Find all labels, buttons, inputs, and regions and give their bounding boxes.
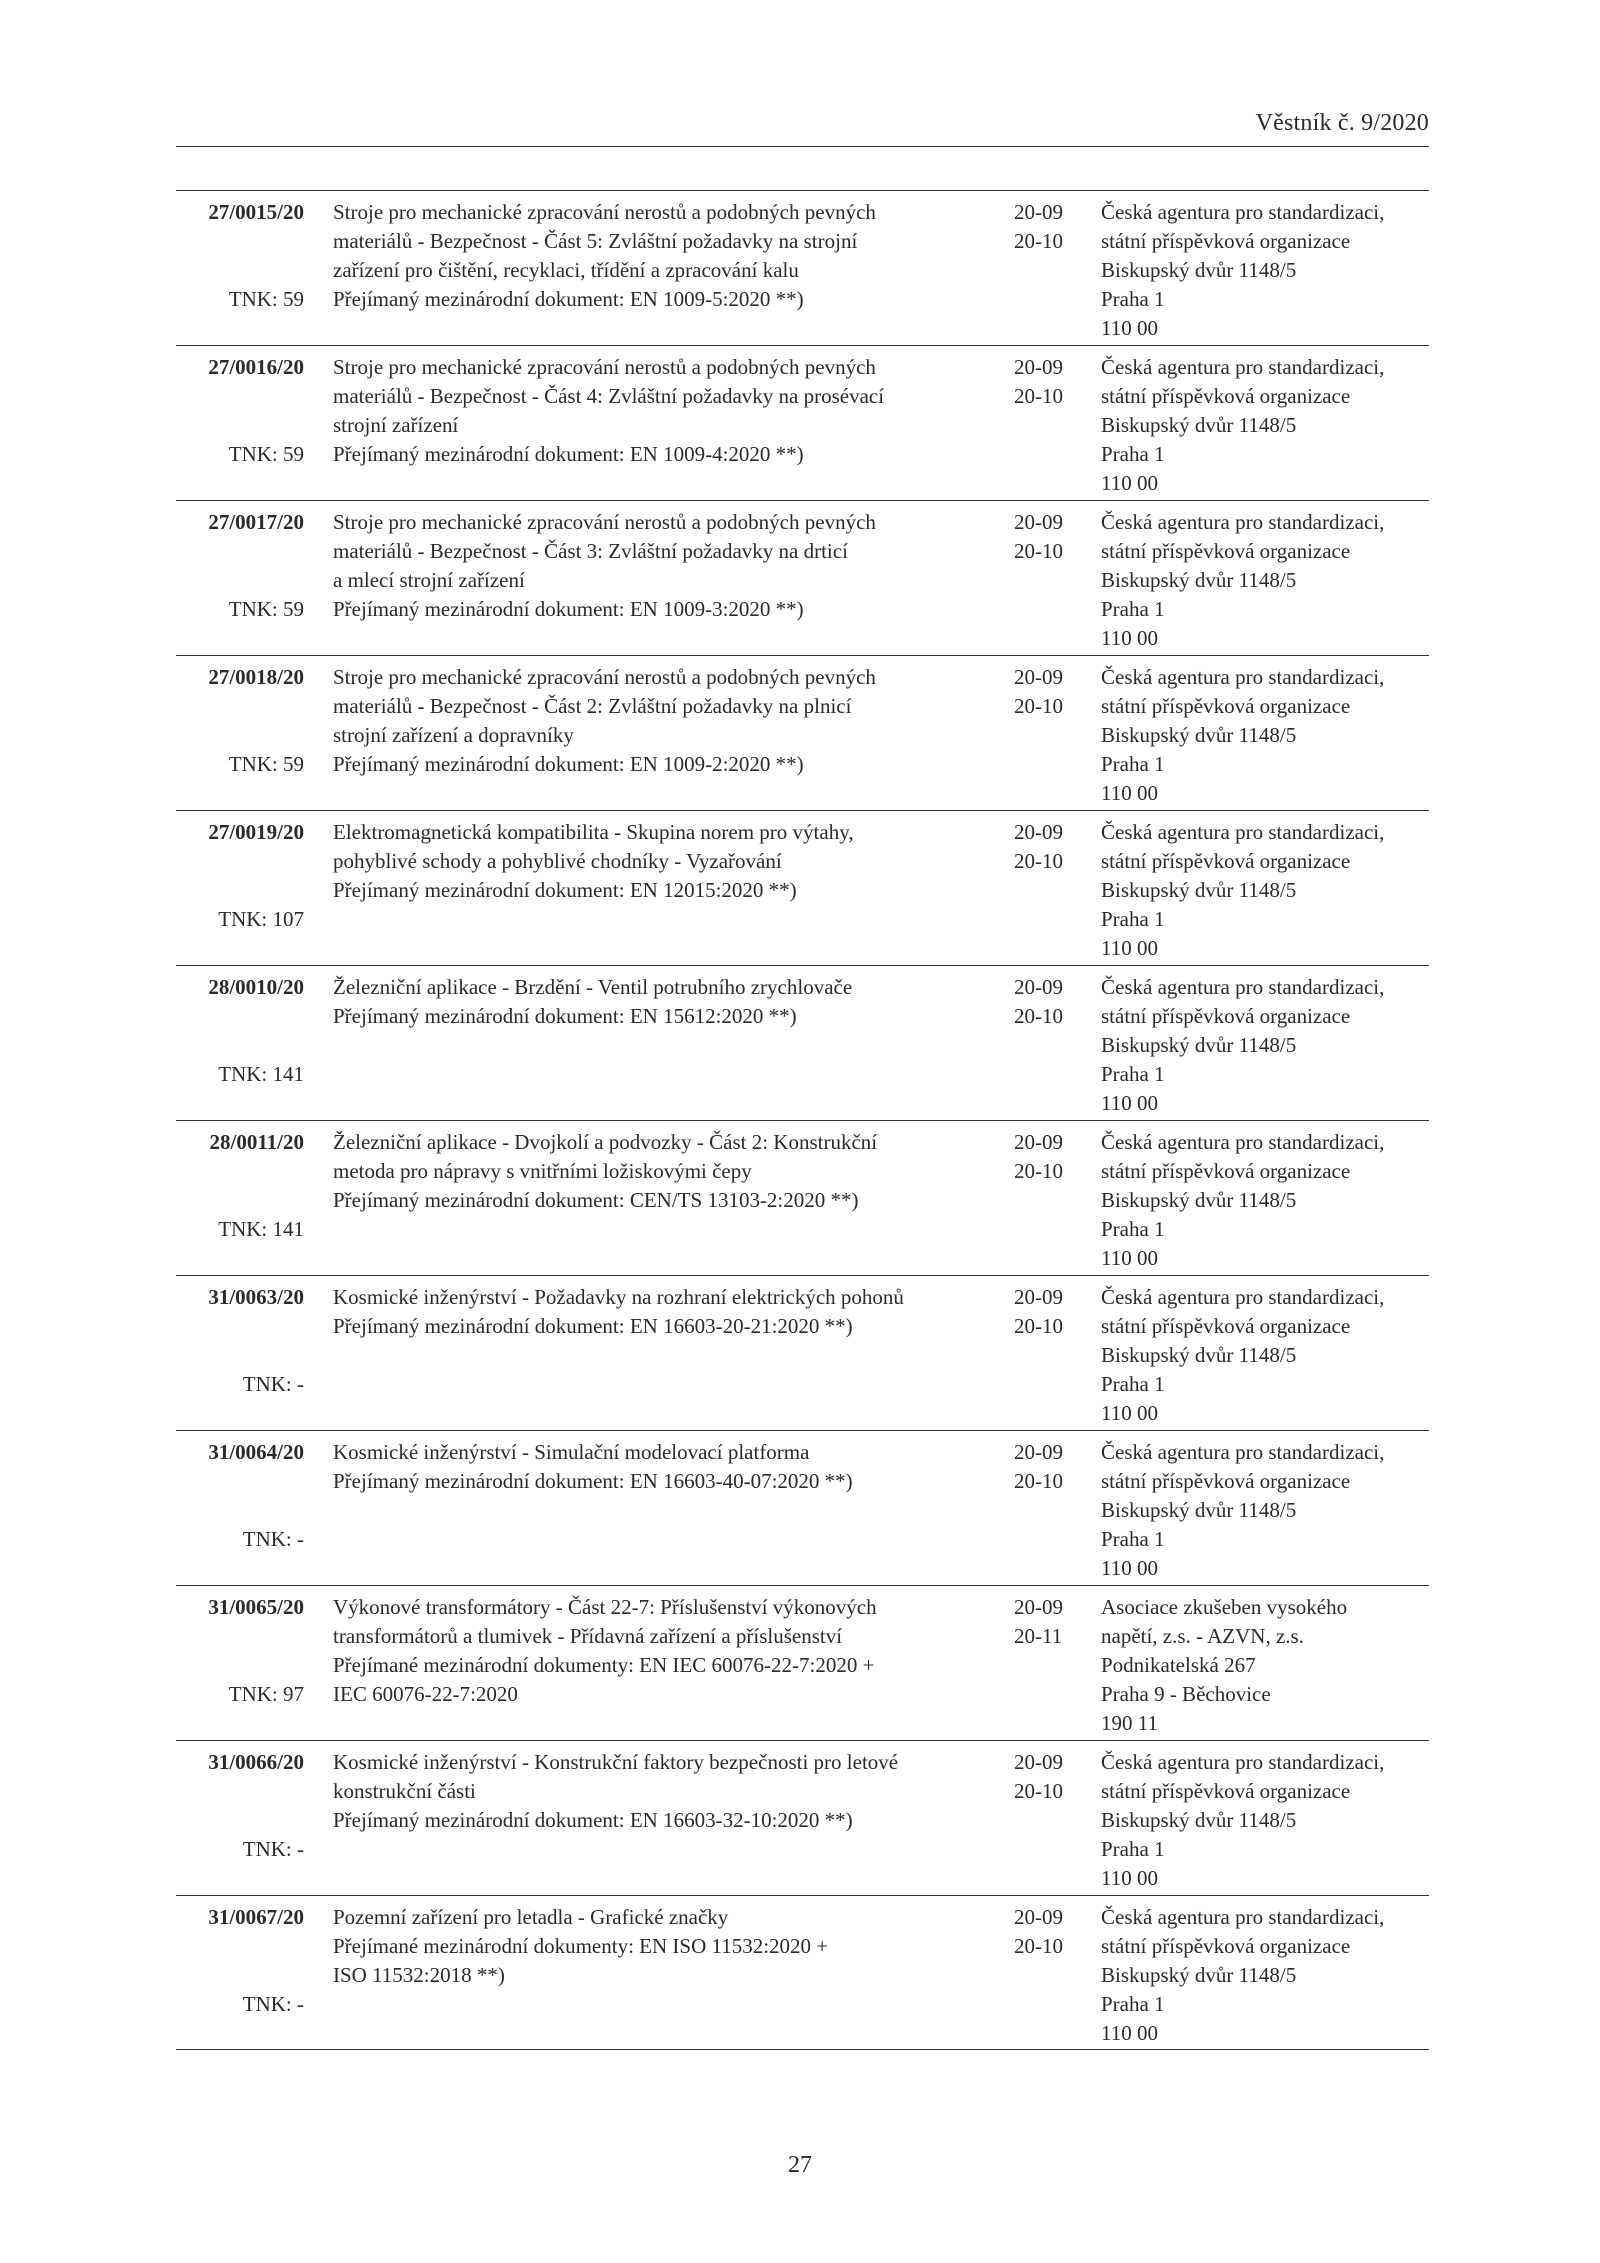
entry-title-line: zařízení pro čištění, recyklaci, třídění a zpracování kalu [333, 258, 799, 282]
entry-title-line: Přejímané mezinárodní dokumenty: EN IEC 60076-22-7:2020 + [333, 1653, 875, 1677]
entry-title-line: strojní zařízení a dopravníky [333, 723, 574, 747]
entry-organization-line: 110 00 [1101, 1866, 1158, 1890]
entry-organization-line: Česká agentura pro standardizaci, [1101, 510, 1385, 534]
entry-title-line: Stroje pro mechanické zpracování nerostů a podobných pevných [333, 355, 876, 379]
entry-number: 27/0015/20 [208, 200, 304, 224]
entry-dates [1014, 198, 1094, 256]
entry-organization-line: 110 00 [1101, 1556, 1158, 1580]
entry-date: 20-10 [1014, 384, 1063, 408]
entry-title-line: Železniční aplikace - Dvojkolí a podvozky - Část 2: Konstrukční [333, 1130, 878, 1154]
entry-organization-line: Praha 1 [1101, 442, 1165, 466]
entry-dates [1014, 818, 1094, 876]
entry-title-line: Přejímané mezinárodní dokumenty: EN ISO 11532:2020 + [333, 1934, 829, 1958]
entry-organization-line: 110 00 [1101, 1091, 1158, 1115]
entry-date: 20-09 [1014, 355, 1063, 379]
entry-title-line: IEC 60076-22-7:2020 [333, 1682, 518, 1706]
entry-organization [1101, 1903, 1431, 2048]
entry-title-line: materiálů - Bezpečnost - Část 3: Zvláštní požadavky na drticí [333, 539, 848, 563]
entry-organization-line: Biskupský dvůr 1148/5 [1101, 1498, 1297, 1522]
entry-number: 31/0064/20 [208, 1440, 304, 1464]
entry-title-line: Přejímaný mezinárodní dokument: EN 12015:2020 **) [333, 878, 797, 902]
entry-date: 20-09 [1014, 1905, 1063, 1929]
entry-date: 20-09 [1014, 1440, 1063, 1464]
entry-dates [1014, 1128, 1094, 1186]
standard-entry [176, 1120, 1429, 1275]
entry-dates [1014, 1283, 1094, 1341]
entry-organization [1101, 1128, 1431, 1273]
journal-title: Věstník č. 9/2020 [1255, 110, 1429, 136]
entry-organization-line: Praha 1 [1101, 907, 1165, 931]
entry-title-line: materiálů - Bezpečnost - Část 4: Zvláštní požadavky na prosévací [333, 384, 885, 408]
entry-organization [1101, 353, 1431, 498]
entry-title-line: Přejímaný mezinárodní dokument: EN 15612:2020 **) [333, 1004, 797, 1028]
entry-number: 27/0017/20 [208, 510, 304, 534]
entry-organization-line: státní příspěvková organizace [1101, 1004, 1351, 1028]
standard-entry [176, 1275, 1429, 1430]
entry-organization-line: Asociace zkušeben vysokého [1101, 1595, 1348, 1619]
entry-organization [1101, 1438, 1431, 1583]
entry-date: 20-10 [1014, 1159, 1063, 1183]
entry-dates [1014, 973, 1094, 1031]
entry-organization-line: státní příspěvková organizace [1101, 539, 1351, 563]
entry-organization [1101, 198, 1431, 343]
entry-organization-line: státní příspěvková organizace [1101, 694, 1351, 718]
entry-title-line: ISO 11532:2018 **) [333, 1963, 505, 1987]
standard-entry [176, 1740, 1429, 1895]
entry-date: 20-11 [1014, 1624, 1063, 1648]
entry-title-line: konstrukční části [333, 1779, 476, 1803]
entry-title-line: Pozemní zařízení pro letadla - Grafické značky [333, 1905, 729, 1929]
entry-organization-line: Praha 1 [1101, 752, 1165, 776]
entry-tnk: TNK: - [242, 1372, 304, 1396]
entry-number: 27/0016/20 [208, 355, 304, 379]
entry-date: 20-09 [1014, 820, 1063, 844]
entry-dates [1014, 508, 1094, 566]
entry-title-line: materiálů - Bezpečnost - Část 2: Zvláštní požadavky na plnicí [333, 694, 852, 718]
entry-organization [1101, 663, 1431, 808]
entry-number: 27/0019/20 [208, 820, 304, 844]
entry-organization [1101, 1748, 1431, 1893]
entry-organization-line: Praha 1 [1101, 1062, 1165, 1086]
entry-organization-line: Česká agentura pro standardizaci, [1101, 200, 1385, 224]
entry-tnk: TNK: 141 [218, 1062, 304, 1086]
entry-organization-line: Biskupský dvůr 1148/5 [1101, 258, 1297, 282]
entry-organization-line: 110 00 [1101, 936, 1158, 960]
entry-title [333, 1903, 1001, 1990]
entry-organization-line: Česká agentura pro standardizaci, [1101, 1440, 1385, 1464]
entry-number: 31/0066/20 [208, 1750, 304, 1774]
standard-entry [176, 1585, 1429, 1740]
entry-id-column [176, 663, 304, 808]
entry-organization-line: Praha 1 [1101, 287, 1165, 311]
entry-title-line: transformátorů a tlumivek - Přídavná zařízení a příslušenství [333, 1624, 843, 1648]
entry-date: 20-10 [1014, 849, 1063, 873]
entry-date: 20-09 [1014, 1130, 1063, 1154]
entry-date: 20-10 [1014, 1004, 1063, 1028]
entry-title-line: Elektromagnetická kompatibilita - Skupina norem pro výtahy, [333, 820, 854, 844]
entry-organization-line: 110 00 [1101, 626, 1158, 650]
entry-title-line: Kosmické inženýrství - Simulační modelovací platforma [333, 1440, 810, 1464]
entry-title [333, 1593, 1001, 1709]
entry-organization-line: Česká agentura pro standardizaci, [1101, 820, 1385, 844]
entry-id-column [176, 353, 304, 498]
entry-organization-line: Biskupský dvůr 1148/5 [1101, 723, 1297, 747]
entry-number: 31/0067/20 [208, 1905, 304, 1929]
entry-date: 20-10 [1014, 1469, 1063, 1493]
entry-number: 31/0065/20 [208, 1595, 304, 1619]
entry-organization-line: Praha 1 [1101, 1837, 1165, 1861]
standard-entry [176, 345, 1429, 500]
entry-title-line: Přejímaný mezinárodní dokument: CEN/TS 13103-2:2020 **) [333, 1188, 859, 1212]
entry-dates [1014, 1593, 1094, 1651]
entry-id-column [176, 1438, 304, 1583]
entry-date: 20-09 [1014, 665, 1063, 689]
entry-organization-line: Praha 1 [1101, 1217, 1165, 1241]
entry-organization-line: 110 00 [1101, 471, 1158, 495]
entry-id-column [176, 973, 304, 1118]
entry-organization-line: Biskupský dvůr 1148/5 [1101, 878, 1297, 902]
entry-dates [1014, 1748, 1094, 1806]
entry-number: 28/0011/20 [209, 1130, 304, 1154]
entry-organization-line: Praha 9 - Běchovice [1101, 1682, 1271, 1706]
entry-date: 20-09 [1014, 1750, 1063, 1774]
standard-entry [176, 1895, 1429, 2050]
entry-organization-line: Biskupský dvůr 1148/5 [1101, 1343, 1297, 1367]
entry-organization-line: státní příspěvková organizace [1101, 1779, 1351, 1803]
entry-organization-line: Česká agentura pro standardizaci, [1101, 975, 1385, 999]
entry-tnk: TNK: 59 [228, 597, 304, 621]
entry-organization-line: Praha 1 [1101, 1372, 1165, 1396]
standard-entry [176, 655, 1429, 810]
entry-date: 20-09 [1014, 1285, 1063, 1309]
entry-date: 20-10 [1014, 1779, 1063, 1803]
standards-list [176, 190, 1429, 2050]
entry-organization-line: Praha 1 [1101, 597, 1165, 621]
entry-title-line: Stroje pro mechanické zpracování nerostů a podobných pevných [333, 510, 876, 534]
entry-title [333, 353, 1001, 469]
entry-organization-line: Praha 1 [1101, 1527, 1165, 1551]
entry-organization [1101, 973, 1431, 1118]
entry-date: 20-10 [1014, 1934, 1063, 1958]
entry-organization-line: státní příspěvková organizace [1101, 849, 1351, 873]
entry-organization-line: Biskupský dvůr 1148/5 [1101, 1033, 1297, 1057]
entry-date: 20-09 [1014, 200, 1063, 224]
entry-id-column [176, 1748, 304, 1893]
entry-organization-line: 110 00 [1101, 781, 1158, 805]
entry-title [333, 198, 1001, 314]
entry-organization-line: 110 00 [1101, 316, 1158, 340]
entry-organization-line: 190 11 [1101, 1711, 1158, 1735]
page-header [176, 108, 1429, 147]
entry-organization [1101, 818, 1431, 963]
entry-organization-line: Česká agentura pro standardizaci, [1101, 355, 1385, 379]
entry-organization-line: státní příspěvková organizace [1101, 1314, 1351, 1338]
entry-organization [1101, 1593, 1431, 1738]
entry-tnk: TNK: 59 [228, 752, 304, 776]
entry-title-line: metoda pro nápravy s vnitřními ložiskovými čepy [333, 1159, 752, 1183]
entry-title [333, 818, 1001, 905]
entry-organization-line: Česká agentura pro standardizaci, [1101, 665, 1385, 689]
entry-title-line: Stroje pro mechanické zpracování nerostů a podobných pevných [333, 665, 876, 689]
standard-entry [176, 810, 1429, 965]
entry-organization-line: Biskupský dvůr 1148/5 [1101, 1188, 1297, 1212]
entry-title-line: Přejímaný mezinárodní dokument: EN 1009-2:2020 **) [333, 752, 804, 776]
entry-organization-line: 110 00 [1101, 2021, 1158, 2045]
entry-organization-line: napětí, z.s. - AZVN, z.s. [1101, 1624, 1304, 1648]
entry-dates [1014, 1438, 1094, 1496]
entry-organization-line: 110 00 [1101, 1401, 1158, 1425]
entry-dates [1014, 1903, 1094, 1961]
entry-tnk: TNK: 97 [228, 1682, 304, 1706]
entry-title-line: Kosmické inženýrství - Konstrukční faktory bezpečnosti pro letové [333, 1750, 899, 1774]
entry-title [333, 1748, 1001, 1835]
entry-tnk: TNK: 141 [218, 1217, 304, 1241]
standard-entry [176, 965, 1429, 1120]
entry-organization-line: Praha 1 [1101, 1992, 1165, 2016]
entry-tnk: TNK: 59 [228, 442, 304, 466]
entry-tnk: TNK: - [242, 1992, 304, 2016]
entry-number: 31/0063/20 [208, 1285, 304, 1309]
entry-organization-line: Česká agentura pro standardizaci, [1101, 1905, 1385, 1929]
entry-organization-line: 110 00 [1101, 1246, 1158, 1270]
entry-organization-line: státní příspěvková organizace [1101, 1934, 1351, 1958]
entry-title-line: strojní zařízení [333, 413, 459, 437]
entry-organization-line: státní příspěvková organizace [1101, 384, 1351, 408]
entry-organization-line: Biskupský dvůr 1148/5 [1101, 568, 1297, 592]
entry-title [333, 1283, 1001, 1341]
entry-title-line: Železniční aplikace - Brzdění - Ventil potrubního zrychlovače [333, 975, 853, 999]
entry-organization-line: Česká agentura pro standardizaci, [1101, 1750, 1385, 1774]
entry-title-line: materiálů - Bezpečnost - Část 5: Zvláštní požadavky na strojní [333, 229, 858, 253]
standard-entry [176, 500, 1429, 655]
entry-date: 20-10 [1014, 1314, 1063, 1338]
standard-entry [176, 1430, 1429, 1585]
entry-organization-line: Biskupský dvůr 1148/5 [1101, 1808, 1297, 1832]
entry-dates [1014, 353, 1094, 411]
entry-organization-line: státní příspěvková organizace [1101, 1159, 1351, 1183]
entry-date: 20-10 [1014, 539, 1063, 563]
entry-title-line: Přejímaný mezinárodní dokument: EN 1009-3:2020 **) [333, 597, 804, 621]
entry-tnk: TNK: 59 [228, 287, 304, 311]
entry-title-line: Přejímaný mezinárodní dokument: EN 1009-4:2020 **) [333, 442, 804, 466]
entry-date: 20-10 [1014, 694, 1063, 718]
entry-number: 27/0018/20 [208, 665, 304, 689]
entry-id-column [176, 1283, 304, 1428]
entry-title-line: a mlecí strojní zařízení [333, 568, 525, 592]
entry-title [333, 508, 1001, 624]
entry-date: 20-09 [1014, 510, 1063, 534]
entry-title-line: Stroje pro mechanické zpracování nerostů a podobných pevných [333, 200, 876, 224]
entry-organization-line: Česká agentura pro standardizaci, [1101, 1285, 1385, 1309]
entry-title-line: Výkonové transformátory - Část 22-7: Příslušenství výkonových [333, 1595, 877, 1619]
entry-title-line: Přejímaný mezinárodní dokument: EN 16603-32-10:2020 **) [333, 1808, 853, 1832]
entry-organization-line: Česká agentura pro standardizaci, [1101, 1130, 1385, 1154]
entry-id-column [176, 818, 304, 963]
entry-organization-line: státní příspěvková organizace [1101, 229, 1351, 253]
entry-organization [1101, 508, 1431, 653]
entry-tnk: TNK: 107 [218, 907, 304, 931]
entry-title [333, 973, 1001, 1031]
entry-date: 20-09 [1014, 1595, 1063, 1619]
entry-id-column [176, 1128, 304, 1273]
entry-date: 20-10 [1014, 229, 1063, 253]
entry-tnk: TNK: - [242, 1527, 304, 1551]
entry-organization-line: Podnikatelská 267 [1101, 1653, 1256, 1677]
entry-id-column [176, 198, 304, 343]
entry-number: 28/0010/20 [208, 975, 304, 999]
entry-title [333, 1128, 1001, 1215]
entry-id-column [176, 508, 304, 653]
entry-organization-line: státní příspěvková organizace [1101, 1469, 1351, 1493]
entry-title [333, 1438, 1001, 1496]
entry-tnk: TNK: - [242, 1837, 304, 1861]
entry-id-column [176, 1903, 304, 2048]
entry-dates [1014, 663, 1094, 721]
standard-entry [176, 190, 1429, 345]
entry-id-column [176, 1593, 304, 1738]
entry-title-line: Přejímaný mezinárodní dokument: EN 1009-5:2020 **) [333, 287, 804, 311]
entry-date: 20-09 [1014, 975, 1063, 999]
entry-title-line: Přejímaný mezinárodní dokument: EN 16603-20-21:2020 **) [333, 1314, 853, 1338]
page-number: 27 [788, 2152, 812, 2178]
entry-title-line: Přejímaný mezinárodní dokument: EN 16603-40-07:2020 **) [333, 1469, 853, 1493]
entry-title-line: Kosmické inženýrství - Požadavky na rozhraní elektrických pohonů [333, 1285, 904, 1309]
entry-organization [1101, 1283, 1431, 1428]
entry-organization-line: Biskupský dvůr 1148/5 [1101, 413, 1297, 437]
entry-organization-line: Biskupský dvůr 1148/5 [1101, 1963, 1297, 1987]
entry-title [333, 663, 1001, 779]
entry-title-line: pohyblivé schody a pohyblivé chodníky - Vyzařování [333, 849, 782, 873]
